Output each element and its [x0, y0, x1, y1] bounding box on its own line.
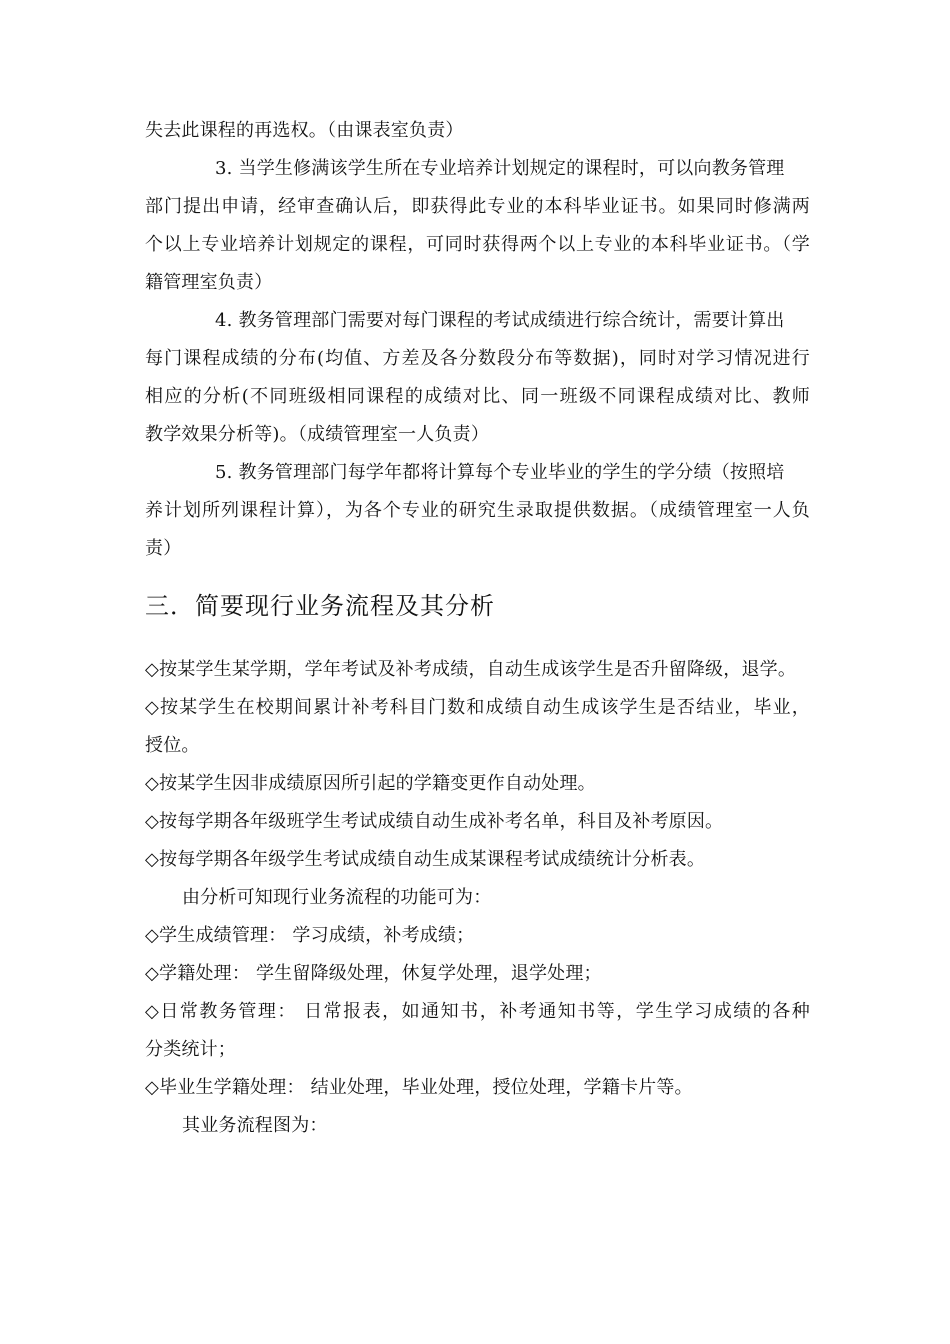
bullet-item: ◇按每学期各年级学生考试成绩自动生成某课程考试成绩统计分析表。 — [145, 849, 706, 870]
bullet-item-continuation: 授位。 — [145, 735, 200, 756]
paragraph-3-line-2: 部门提出申请，经审查确认后，即获得此专业的本科毕业证书。如果同时修满两 — [145, 196, 810, 217]
paragraph-5-line-1: 5. 教务管理部门每学年都将计算每个专业毕业的学生的学分绩（按照培 — [215, 462, 785, 483]
bullet-item: ◇按某学生因非成绩原因所引起的学籍变更作自动处理。 — [145, 773, 596, 794]
bullet-item: ◇按某学生在校期间累计补考科目门数和成绩自动生成该学生是否结业，毕业， — [145, 697, 810, 718]
flowchart-intro: 其业务流程图为： — [182, 1115, 328, 1136]
paragraph-3-line-1: 3. 当学生修满该学生所在专业培养计划规定的课程时，可以向教务管理 — [215, 158, 785, 179]
bullet-item: ◇按每学期各年级班学生考试成绩自动生成补考名单，科目及补考原因。 — [145, 811, 724, 832]
section-heading: 三．简要现行业务流程及其分析 — [145, 592, 495, 620]
paragraph-4-line-4: 教学效果分析等)。（成绩管理室一人负责） — [145, 424, 490, 445]
paragraph-2-end: 失去此课程的再选权。（由课表室负责） — [145, 120, 464, 141]
bullet-item: ◇按某学生某学期，学年考试及补考成绩，自动生成该学生是否升留降级，退学。 — [145, 659, 797, 680]
paragraph-5-line-3: 责） — [145, 538, 182, 559]
function-item: ◇日常教务管理： 日常报表，如通知书，补考通知书等，学生学习成绩的各种 — [145, 1001, 810, 1022]
paragraph-4-line-1: 4. 教务管理部门需要对每门课程的考试成绩进行综合统计，需要计算出 — [215, 310, 785, 331]
paragraph-4-line-2: 每门课程成绩的分布(均值、方差及各分数段分布等数据)，同时对学习情况进行 — [145, 348, 810, 369]
function-item-continuation: 分类统计； — [145, 1039, 236, 1060]
paragraph-3-line-3: 个以上专业培养计划规定的课程，可同时获得两个以上专业的本科毕业证书。（学 — [145, 234, 810, 255]
summary-intro: 由分析可知现行业务流程的功能可为： — [182, 887, 492, 908]
paragraph-3-line-4: 籍管理室负责） — [145, 272, 273, 293]
function-item: ◇学籍处理： 学生留降级处理，休复学处理，退学处理； — [145, 963, 602, 984]
paragraph-5-line-2: 养计划所列课程计算），为各个专业的研究生录取提供数据。（成绩管理室一人负 — [145, 500, 810, 521]
paragraph-4-line-3: 相应的分析(不同班级相同课程的成绩对比、同一班级不同课程成绩对比、教师 — [145, 386, 810, 407]
function-item: ◇毕业生学籍处理： 结业处理，毕业处理，授位处理，学籍卡片等。 — [145, 1077, 693, 1098]
function-item: ◇学生成绩管理： 学习成绩，补考成绩； — [145, 925, 475, 946]
